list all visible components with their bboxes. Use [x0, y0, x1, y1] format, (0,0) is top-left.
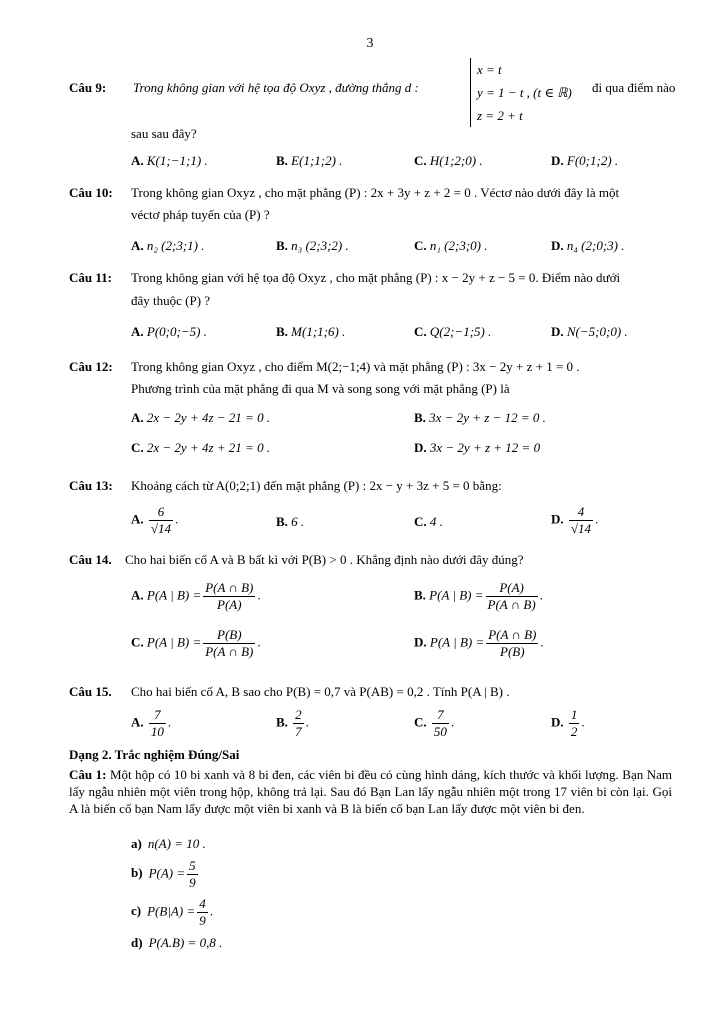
system-line-x: x = t — [477, 62, 502, 77]
question-12-label: Câu 12: — [69, 359, 113, 374]
question-12-line-1: Trong không gian Oxyz , cho điểm M(2;−1;4) và mặt phẳng (P) : 3x − 2y + z + 1 = 0 . — [131, 359, 580, 374]
fraction: $\frac{P(B)}{P(A \cap B)}$ — [205, 627, 254, 659]
system-line-y: y = 1 − t , (t ∈ ℝ) — [477, 85, 572, 100]
question-10-option-d[interactable]: D. n₄ (2;0;3) . — [551, 238, 625, 253]
question-15-option-d[interactable]: D. $\frac{1}{2}$ . — [551, 707, 585, 739]
question-12-line-2: Phương trình của mặt phẳng đi qua M và song song với mặt phẳng (P) là — [131, 381, 510, 396]
question-10-option-a[interactable]: A. n₂ (2;3;1) . — [131, 238, 205, 253]
question-13-label: Câu 13: — [69, 478, 113, 493]
question-11-line-1: Trong không gian với hệ tọa độ Oxyz , cho mặt phẳng (P) : x − 2y + z − 5 = 0. Điểm nào dưới — [131, 270, 621, 285]
question-14-option-a[interactable]: A. P(A | B) = $\frac{P(A \cap B)}{P(A)}$ . — [131, 580, 261, 612]
fraction: $\frac{5}{9}$ — [189, 858, 196, 890]
question-11-option-c[interactable]: C. Q(2;−1;5) . — [414, 324, 492, 339]
question-10-line-2: véctơ pháp tuyến của (P) ? — [131, 207, 270, 222]
fraction: $\frac{1}{2}$ — [570, 707, 578, 739]
question-9-label: Câu 9: — [69, 80, 107, 95]
question-14-text: Cho hai biến cố A và B bất kì với P(B) > 0 . Khẳng định nào dưới đây đúng? — [125, 552, 524, 567]
fraction: $\frac{2}{7}$ — [295, 707, 302, 739]
question-9-line-system — [470, 58, 572, 127]
question-12-option-b[interactable]: B. 3x − 2y + z − 12 = 0 . — [414, 410, 546, 425]
statement-d[interactable]: d) P(A.B) = 0,8 . — [131, 935, 223, 950]
question-15-option-b[interactable]: B. $\frac{2}{7}$ . — [276, 707, 309, 739]
question-15-label: Câu 15. — [69, 684, 112, 699]
question-14-label: Câu 14. — [69, 552, 112, 567]
question-10-line-1: Trong không gian Oxyz , cho mặt phẳng (P) : 2x + 3y + z + 2 = 0 . Véctơ nào dưới đây là một — [131, 185, 620, 200]
question-11-line-2: đây thuộc (P) ? — [131, 293, 211, 308]
question-9-option-b[interactable]: B. E(1;1;2) . — [276, 153, 343, 168]
system-line-z: z = 2 + t — [477, 108, 523, 123]
question-14-option-b[interactable]: B. P(A | B) = $\frac{P(A)}{P(A \cap B)}$ . — [414, 580, 543, 612]
question-13-option-a[interactable]: A. $\frac{6}{√14}$ . — [131, 504, 179, 536]
page-number: 3 — [366, 36, 374, 51]
statement-a[interactable]: a) n(A) = 10 . — [131, 836, 206, 851]
statement-b[interactable]: b) P(A) = $\frac{5}{9}$ — [131, 858, 196, 890]
question-13-text: Khoảng cách từ A(0;2;1) đến mặt phẳng (P) : 2x − y + 3z + 5 = 0 bằng: — [131, 478, 502, 493]
fraction: $\frac{6}{√14}$ — [150, 504, 172, 536]
question-14-option-d[interactable]: D. P(A | B) = $\frac{P(A \cap B)}{P(B)}$ . — [414, 627, 544, 659]
question-15-option-c[interactable]: C. $\frac{7}{50}$ . — [414, 707, 455, 739]
question-10-option-b[interactable]: B. n₃ (2;3;2) . — [276, 238, 349, 253]
statement-c[interactable]: c) P(B|A) = $\frac{4}{9}$ . — [131, 896, 213, 928]
question-11-option-d[interactable]: D. N(−5;0;0) . — [551, 324, 628, 339]
section-2-question-1: Câu 1: Một hộp có 10 bi xanh và 8 bi đen, các viên bi đều có cùng hình dáng, kích thước và khối lượng. Bạn Nam lấy ngẫu nhiên một viên trong hộp, không trả lại. Sau đó Bạn Lan lấy ngẫu nhiên một trong 17 viên bi còn lại. Gọi A là biến cố bạn Nam lấy được một viên bi xanh và B là biến cố bạn Lan lấy được một viên bi đen. — [69, 767, 673, 816]
question-9-text-c: sau sau đây? — [131, 126, 197, 141]
question-10-label: Câu 10: — [69, 185, 113, 200]
question-10-option-c[interactable]: C. n₁ (2;3;0) . — [414, 238, 488, 253]
fraction: $\frac{P(A \cap B)}{P(A)}$ — [205, 580, 254, 612]
question-14-option-c[interactable]: C. P(A | B) = $\frac{P(B)}{P(A \cap B)}$ . — [131, 627, 261, 659]
question-11-option-a[interactable]: A. P(0;0;−5) . — [131, 324, 207, 339]
question-13-option-b[interactable]: B. 6 . — [276, 514, 305, 529]
question-12-option-d[interactable]: D. 3x − 2y + z + 12 = 0 — [414, 440, 541, 455]
question-11-label: Câu 11: — [69, 270, 112, 285]
question-11-option-b[interactable]: B. M(1;1;6) . — [276, 324, 346, 339]
fraction: $\frac{P(A)}{P(A \cap B)}$ — [487, 580, 536, 612]
question-12-option-c[interactable]: C. 2x − 2y + 4z + 21 = 0 . — [131, 440, 271, 455]
fraction: $\frac{7}{10}$ — [150, 707, 164, 739]
fraction: $\frac{4}{9}$ — [199, 896, 206, 928]
fraction: $\frac{P(A \cap B)}{P(B)}$ — [488, 627, 537, 659]
question-12-option-a[interactable]: A. 2x − 2y + 4z − 21 = 0 . — [131, 410, 271, 425]
question-13-option-c[interactable]: C. 4 . — [414, 514, 443, 529]
question-9-option-d[interactable]: D. F(0;1;2) . — [551, 153, 619, 168]
section-2-title: Dạng 2. Trắc nghiệm Đúng/Sai — [69, 747, 240, 762]
fraction: $\frac{4}{√14}$ — [570, 504, 592, 536]
question-9-text-a: Trong không gian với hệ tọa độ Oxyz , đường thẳng d : — [133, 80, 419, 95]
question-9-option-c[interactable]: C. H(1;2;0) . — [414, 153, 483, 168]
fraction: $\frac{7}{50}$ — [433, 707, 447, 739]
question-15-text: Cho hai biến cố A, B sao cho P(B) = 0,7 và P(AB) = 0,2 . Tính P(A | B) . — [131, 684, 510, 699]
question-13-option-d[interactable]: D. $\frac{4}{√14}$ . — [551, 504, 599, 536]
question-9-text-b: đi qua điểm nào — [592, 80, 676, 95]
question-9-option-a[interactable]: A. K(1;−1;1) . — [131, 153, 208, 168]
question-15-option-a[interactable]: A. $\frac{7}{10}$ . — [131, 707, 172, 739]
